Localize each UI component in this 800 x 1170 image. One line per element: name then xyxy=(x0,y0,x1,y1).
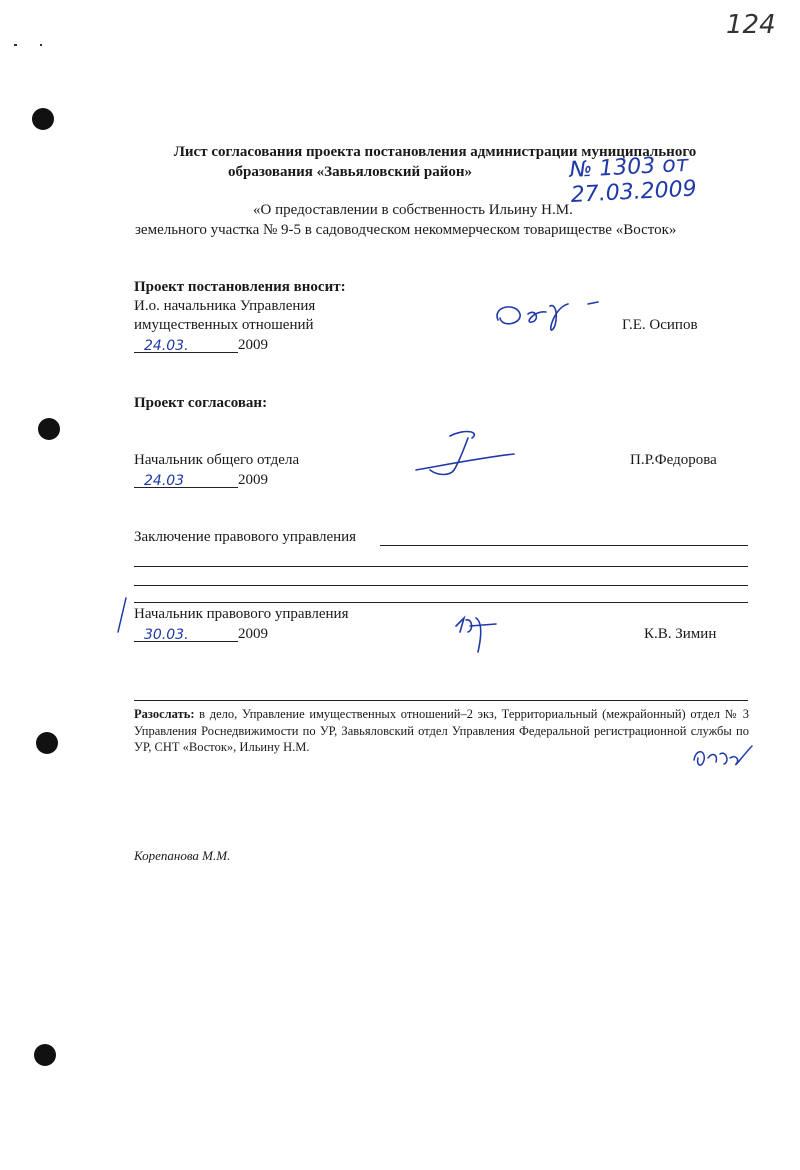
scan-speck xyxy=(40,44,42,46)
document-title-line2: образования «Завьяловский район» xyxy=(228,164,473,180)
binder-hole xyxy=(34,1044,56,1066)
subject-line2: земельного участка № 9-5 в садоводческом некоммерческом товариществе «Восток» xyxy=(135,222,677,238)
distribution-label: Разослать: xyxy=(134,707,195,721)
legal-name: К.В. Зимин xyxy=(644,626,717,642)
distribution-list xyxy=(134,706,749,756)
binder-hole xyxy=(36,732,58,754)
submitter-position-line1: И.о. начальника Управления xyxy=(134,298,316,314)
approved-position: Начальник общего отдела xyxy=(134,452,300,468)
approved-date-line xyxy=(134,469,238,488)
signature-zimin xyxy=(452,612,512,656)
legal-date-line xyxy=(134,623,238,642)
legal-conclusion-rule xyxy=(134,566,748,567)
signature-fedorova xyxy=(410,424,520,484)
legal-date-handwritten: 30.03. xyxy=(144,627,189,643)
legal-position: Начальник правового управления xyxy=(134,606,349,622)
legal-conclusion-rule xyxy=(134,602,748,603)
approved-year: 2009 xyxy=(238,472,268,488)
approved-name: П.Р.Федорова xyxy=(630,452,717,468)
author-name: Корепанова М.М. xyxy=(134,848,231,863)
approved-heading: Проект согласован: xyxy=(134,395,268,411)
document-title-line1: Лист согласования проекта постановления администрации муниципального xyxy=(173,144,697,160)
legal-conclusion-rule xyxy=(380,545,748,546)
legal-conclusion-rule xyxy=(134,585,748,586)
submitter-date-handwritten: 24.03. xyxy=(144,338,189,354)
handwritten-margin-mark xyxy=(112,596,132,636)
signature-receiver xyxy=(690,740,760,776)
page-number: 124 xyxy=(726,10,776,40)
approved-date-handwritten: 24.03 xyxy=(144,473,185,489)
submitter-name: Г.Е. Осипов xyxy=(622,317,698,333)
distribution-rule xyxy=(134,700,748,701)
submitter-position-line2: имущественных отношений xyxy=(134,317,314,333)
binder-hole xyxy=(32,108,54,130)
binder-hole xyxy=(38,418,60,440)
legal-conclusion-label: Заключение правового управления xyxy=(134,529,357,545)
signature-osipov xyxy=(488,296,618,336)
legal-year: 2009 xyxy=(238,626,268,642)
distribution-text: в дело, Управление имущественных отношений–2 экз, Территориальный (межрайонный) отдел № 3 Управления Роснедвижимости по УР, Завьяловский отдел Управления Федеральной регистрационной службы по УР, СНТ «Восток», Ильину Н.М. xyxy=(134,707,749,754)
submitter-heading: Проект постановления вносит: xyxy=(134,279,346,295)
submitter-date-line xyxy=(134,334,238,353)
scan-speck xyxy=(14,44,17,46)
subject-line1: «О предоставлении в собственность Ильину Н.М. xyxy=(253,202,573,218)
submitter-year: 2009 xyxy=(238,337,268,353)
handwritten-decree-number: № 1303 от 27.03.2009 xyxy=(568,151,698,208)
